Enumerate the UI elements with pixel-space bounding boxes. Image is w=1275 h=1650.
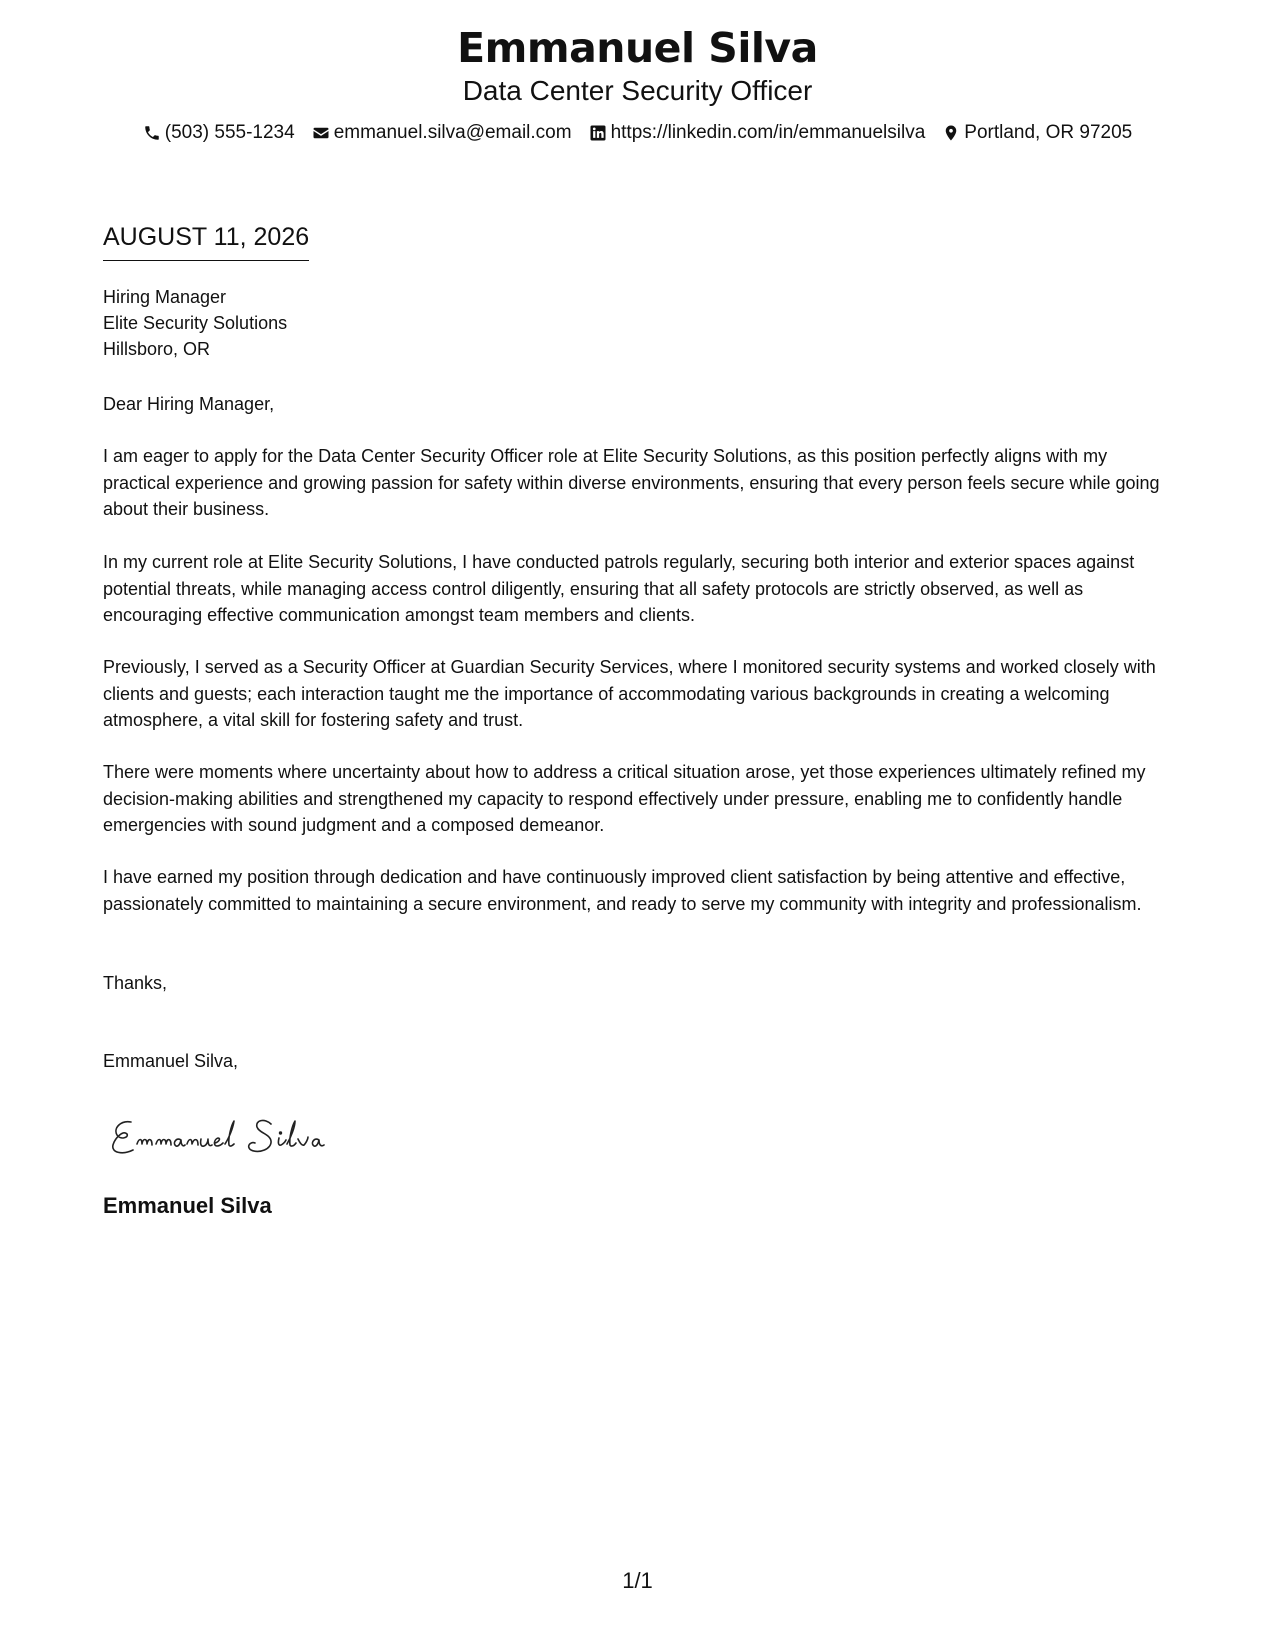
- contact-email: [312, 121, 572, 145]
- envelope-icon: [312, 124, 330, 142]
- email-address: emmanuel.silva@email.com: [333, 122, 572, 143]
- phone-number: (503) 555-1234: [164, 122, 295, 143]
- contact-location: [942, 121, 1132, 145]
- salutation: Dear Hiring Manager,: [103, 394, 275, 414]
- recipient-location: Hillsboro, OR: [103, 339, 211, 359]
- applicant-name: Emmanuel Silva: [457, 24, 818, 72]
- job-title: Data Center Security Officer: [462, 75, 813, 106]
- recipient-title: Hiring Manager: [103, 287, 227, 307]
- letter-header: [0, 22, 1275, 145]
- paragraph: There were moments where uncertainty about how to address a critical situation arose, yet those experiences ultimately refined my decision-making abilities and strengthened my capacity to respond effectively under pressure, enabling me to confidently handle emergencies with sound judgment and a composed demeanor.: [103, 762, 1146, 835]
- paragraph: In my current role at Elite Security Solutions, I have conducted patrols regularly, securing both interior and exterior spaces against potential threats, while managing access control diligently, ensuring that all safety protocols are strictly observed, as well as encouraging effective communication amongst team members and clients.: [103, 552, 1135, 625]
- recipient-block: [103, 284, 287, 362]
- signature-name: Emmanuel Silva: [103, 1193, 272, 1218]
- closing: Thanks,: [103, 973, 168, 993]
- location-text: Portland, OR 97205: [964, 122, 1133, 143]
- phone-icon: [143, 124, 161, 142]
- contact-linkedin: [589, 121, 926, 145]
- contact-phone: [143, 121, 295, 145]
- recipient-company: Elite Security Solutions: [103, 313, 288, 333]
- signoff-name: Emmanuel Silva,: [103, 1051, 239, 1071]
- paragraph: I am eager to apply for the Data Center Security Officer role at Elite Security Solutions, as this position perfectly aligns with my practical experience and growing passion for safety within diverse environments, ensuring that every person feels secure while going about their business.: [103, 446, 1160, 519]
- linkedin-url[interactable]: https://linkedin.com/in/emmanuelsilva: [610, 122, 926, 143]
- map-marker-icon: [942, 124, 960, 142]
- contact-bar: [0, 121, 1275, 145]
- handwritten-signature: [107, 1108, 367, 1164]
- linkedin-icon: [589, 124, 607, 142]
- page-number: 1/1: [622, 1568, 653, 1593]
- letter-date: AUGUST 11, 2026: [103, 222, 309, 261]
- paragraph: I have earned my position through dedication and have continuously improved client satisfaction by being attentive and effective, passionately committed to maintaining a secure environment, and ready to serve my community with integrity and professionalism.: [103, 867, 1142, 914]
- paragraph: Previously, I served as a Security Officer at Guardian Security Services, where I monitored security systems and worked closely with clients and guests; each interaction taught me the importance of accommodating various backgrounds in creating a welcoming atmosphere, a vital skill for fostering safety and trust.: [103, 657, 1156, 730]
